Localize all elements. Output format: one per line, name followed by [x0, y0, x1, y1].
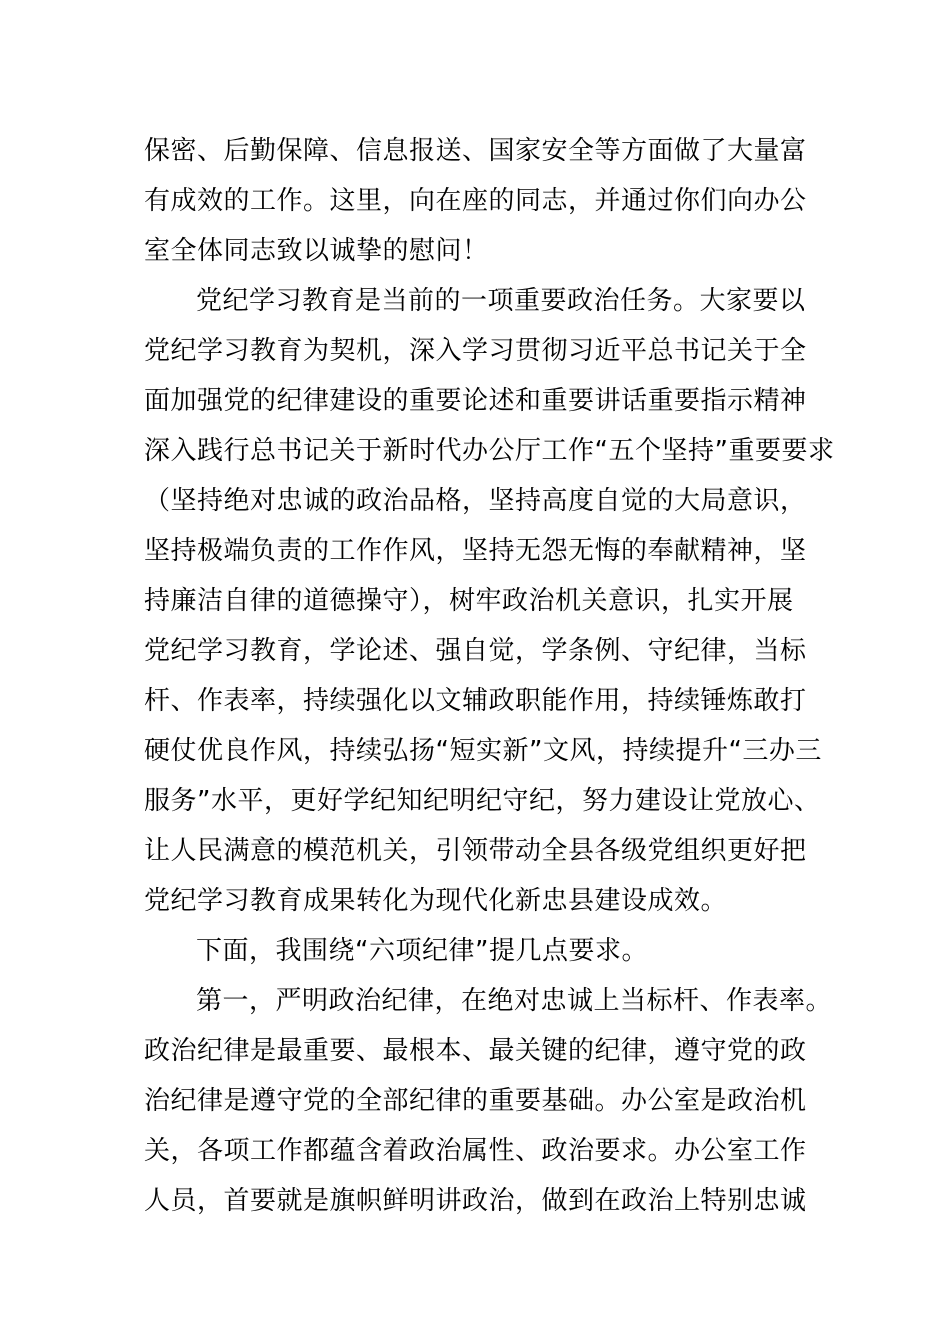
- text-line: 有成效的工作。这里，向在座的同志，并通过你们向办公: [144, 186, 807, 216]
- text-line: 让人民满意的模范机关，引领带动全县各级党组织更好把: [144, 836, 807, 866]
- paragraph-start-line: 第一，严明政治纪律，在绝对忠诚上当标杆、作表率。: [196, 986, 833, 1016]
- text-line: （坚持绝对忠诚的政治品格，坚持高度自觉的大局意识，: [144, 486, 807, 516]
- text-line: 党纪学习教育为契机，深入学习贯彻习近平总书记关于全: [144, 336, 807, 366]
- text-line: 面加强党的纪律建设的重要论述和重要讲话重要指示精神: [144, 386, 807, 416]
- text-line: 治纪律是遵守党的全部纪律的重要基础。办公室是政治机: [144, 1086, 807, 1116]
- text-line: 保密、后勤保障、信息报送、国家安全等方面做了大量富: [144, 136, 807, 166]
- text-line: 深入践行总书记关于新时代办公厅工作“五个坚持”重要要求: [144, 436, 835, 466]
- text-line: 党纪学习教育成果转化为现代化新忠县建设成效。: [144, 886, 728, 916]
- paragraph-start-line: 下面，我围绕“六项纪律”提几点要求。: [196, 936, 648, 966]
- text-line: 室全体同志致以诚挚的慰问！: [144, 236, 489, 266]
- document-body: [144, 126, 835, 1226]
- text-line: 党纪学习教育，学论述、强自觉，学条例、守纪律，当标: [144, 636, 807, 666]
- text-line: 服务”水平，更好学纪知纪明纪守纪，努力建设让党放心、: [144, 786, 821, 816]
- text-line: 持廉洁自律的道德操守），树牢政治机关意识，扎实开展: [144, 586, 794, 616]
- text-line: 坚持极端负责的工作作风，坚持无怨无悔的奉献精神，坚: [144, 536, 807, 566]
- text-line: 人员，首要就是旗帜鲜明讲政治，做到在政治上特别忠诚: [144, 1186, 807, 1216]
- text-line: 关，各项工作都蕴含着政治属性、政治要求。办公室工作: [144, 1136, 807, 1166]
- text-line: 政治纪律是最重要、最根本、最关键的纪律，遵守党的政: [144, 1036, 807, 1066]
- paragraph-start-line: 党纪学习教育是当前的一项重要政治任务。大家要以: [196, 286, 806, 316]
- text-line: 硬仗优良作风，持续弘扬“短实新”文风，持续提升“三办三: [144, 736, 822, 766]
- text-line: 杆、作表率，持续强化以文辅政职能作用，持续锤炼敢打: [144, 686, 807, 716]
